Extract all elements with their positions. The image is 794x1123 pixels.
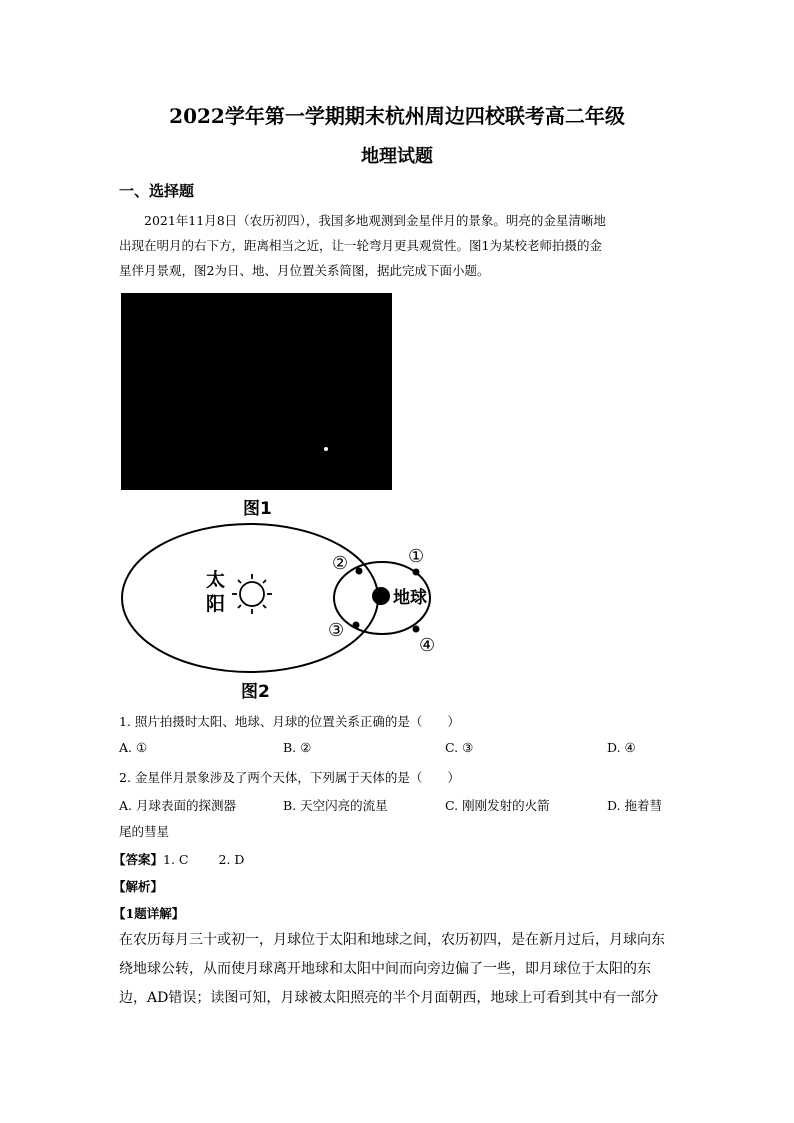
earth-label: 地球 — [393, 588, 427, 608]
moon-position-2 — [356, 568, 363, 575]
pos-label-4: ④ — [419, 635, 436, 656]
q1-option-d: D. ④ — [607, 740, 636, 755]
analysis-label: 【解析】 — [113, 879, 164, 894]
venus-dot — [324, 447, 328, 451]
section-title: 一、选择题 — [119, 182, 195, 200]
q1-option-a: A. ① — [119, 740, 148, 755]
figure-2-diagram — [120, 518, 450, 678]
moon-position-4 — [413, 626, 420, 633]
stem-line: 星伴月景观，图2为日、地、月位置关系简图，据此完成下面小题。 — [119, 263, 490, 278]
moon-position-3 — [353, 622, 360, 629]
q2-option-a: A. 月球表面的探测器 — [119, 798, 236, 813]
figure-1-photo — [121, 293, 392, 490]
sun-icon — [232, 574, 272, 614]
crescent-moon — [156, 312, 197, 360]
question-2: 2. 金星伴月景象涉及了两个天体，下列属于天体的是（ ） — [119, 770, 460, 785]
exam-subtitle: 地理试题 — [361, 146, 433, 167]
detail-line: 在农历每月三十或初一，月球位于太阳和地球之间，农历初四，是在新月过后，月球向东 — [119, 932, 665, 948]
pos-label-2: ② — [332, 553, 349, 574]
stem-line: 2021年11月8日（农历初四），我国多地观测到金星伴月的景象。明亮的金星清晰地 — [144, 213, 606, 228]
q2-option-d: D. 拖着彗 — [607, 798, 663, 813]
q1-option-c: C. ③ — [445, 740, 474, 755]
question-1: 1. 照片拍摄时太阳、地球、月球的位置关系正确的是（ ） — [119, 714, 460, 729]
figure-2-caption: 图2 — [241, 682, 270, 702]
answer-1: 1. C — [163, 852, 189, 867]
pos-label-1: ① — [408, 546, 425, 567]
q2-option-b: B. 天空闪亮的流星 — [283, 798, 388, 813]
detail-label: 【1题详解】 — [113, 906, 185, 921]
answer-label: 【答案】 — [113, 852, 164, 867]
earth-dot — [372, 587, 390, 605]
answer-2: 2. D — [218, 852, 245, 867]
stem-line: 出现在明月的右下方，距离相当之近，让一轮弯月更具观赏性。图1为某校老师拍摄的金 — [119, 238, 602, 253]
answer-row — [113, 850, 244, 868]
sun-label-1: 太 — [206, 569, 226, 591]
detail-text — [119, 926, 679, 1013]
question-stem — [119, 208, 679, 283]
crescent-moon-venus-image — [121, 293, 392, 490]
q2-option-d-wrap: 尾的彗星 — [119, 824, 170, 839]
sun-label-2: 阳 — [206, 593, 226, 615]
detail-line: 边，AD错误；读图可知，月球被太阳照亮的半个月面朝西，地球上可看到其中有一部分 — [119, 990, 659, 1006]
q2-option-c: C. 刚刚发射的火箭 — [445, 798, 550, 813]
figure-1-caption: 图1 — [243, 499, 272, 519]
pos-label-3: ③ — [328, 620, 345, 641]
q1-option-b: B. ② — [283, 740, 312, 755]
moon-position-1 — [413, 569, 420, 576]
earth-orbit — [122, 524, 378, 672]
detail-line: 绕地球公转，从而使月球离开地球和太阳中间而向旁边偏了一些，即月球位于太阳的东 — [119, 961, 651, 977]
exam-title: 2022学年第一学期期末杭州周边四校联考高二年级 — [169, 104, 625, 128]
